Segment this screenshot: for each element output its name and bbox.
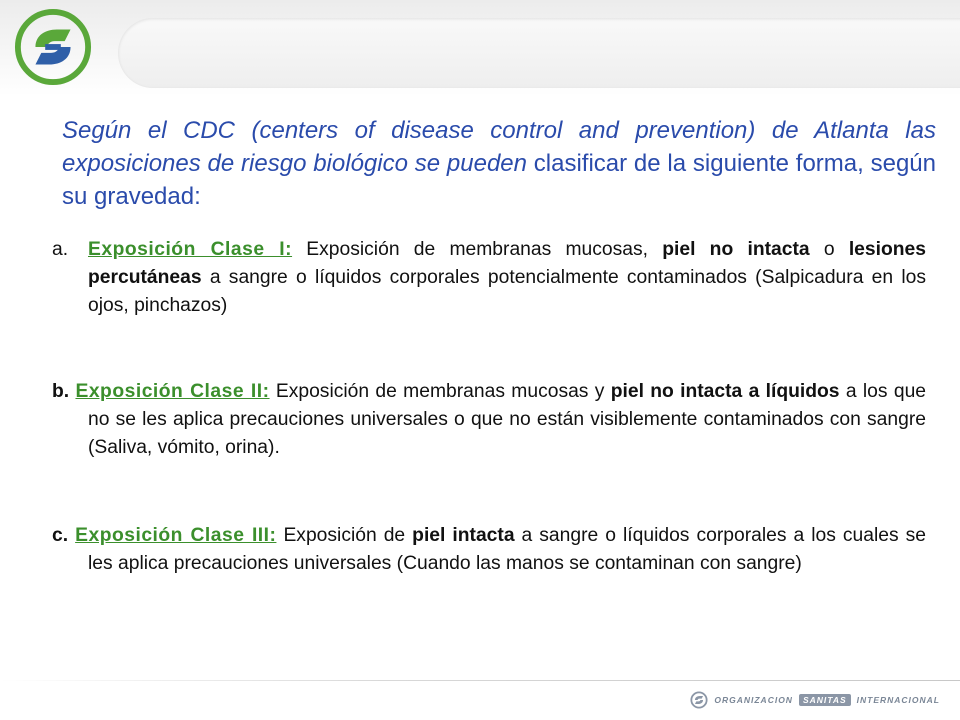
list-item-class-ii [52, 378, 926, 462]
list-marker: c. [52, 525, 69, 546]
footer-divider [0, 680, 960, 681]
item-text: a los que no se les aplica precauciones universales o que no están visiblemente contaminados con sangre (Saliva, vómito, orina). [88, 381, 927, 458]
item-text: Exposición de membranas mucosas, [292, 239, 663, 260]
list-marker: b. [52, 381, 70, 402]
intro-italic-text: Según el CDC (centers of disease control and prevention) de Atlanta las exposiciones de riesgo biológico se pueden [62, 117, 936, 177]
item-bold-text: piel no intacta a líquidos [610, 381, 840, 402]
term-class-iii: Exposición Clase III: [75, 525, 277, 546]
item-text: a sangre o líquidos corporales a los cuales se les aplica precauciones universales (Cuando las manos se contaminan con sangre) [88, 525, 927, 574]
header-band [0, 0, 960, 96]
list-marker: a. [52, 239, 69, 260]
item-text: o [809, 239, 849, 260]
list-item-class-i [52, 236, 926, 320]
sanitas-logo-icon [14, 8, 92, 86]
item-bold-text: lesiones percutáneas [88, 239, 926, 288]
item-text: Exposición de [276, 525, 413, 546]
item-bold-text: piel no intacta [662, 239, 810, 260]
item-text: Exposición de membranas mucosas y [269, 381, 611, 402]
item-text: a sangre o líquidos corporales potencialmente contaminados (Salpicadura en los ojos, pinchazos) [88, 267, 926, 316]
footer-org-word-boxed: SANITAS [799, 694, 851, 706]
intro-paragraph [62, 114, 936, 213]
footer-brand [690, 689, 940, 711]
item-bold-text: piel intacta [412, 525, 515, 546]
footer-org-word: INTERNACIONAL [856, 695, 940, 705]
term-class-i: Exposición Clase I: [88, 239, 293, 260]
list-item-class-iii [52, 522, 926, 578]
footer-org-word: ORGANIZACION [714, 695, 793, 705]
intro-regular-text: clasificar de la siguiente forma, según su gravedad: [62, 150, 936, 210]
term-class-ii: Exposición Clase II: [75, 381, 270, 402]
sanitas-small-logo-icon [690, 691, 708, 709]
